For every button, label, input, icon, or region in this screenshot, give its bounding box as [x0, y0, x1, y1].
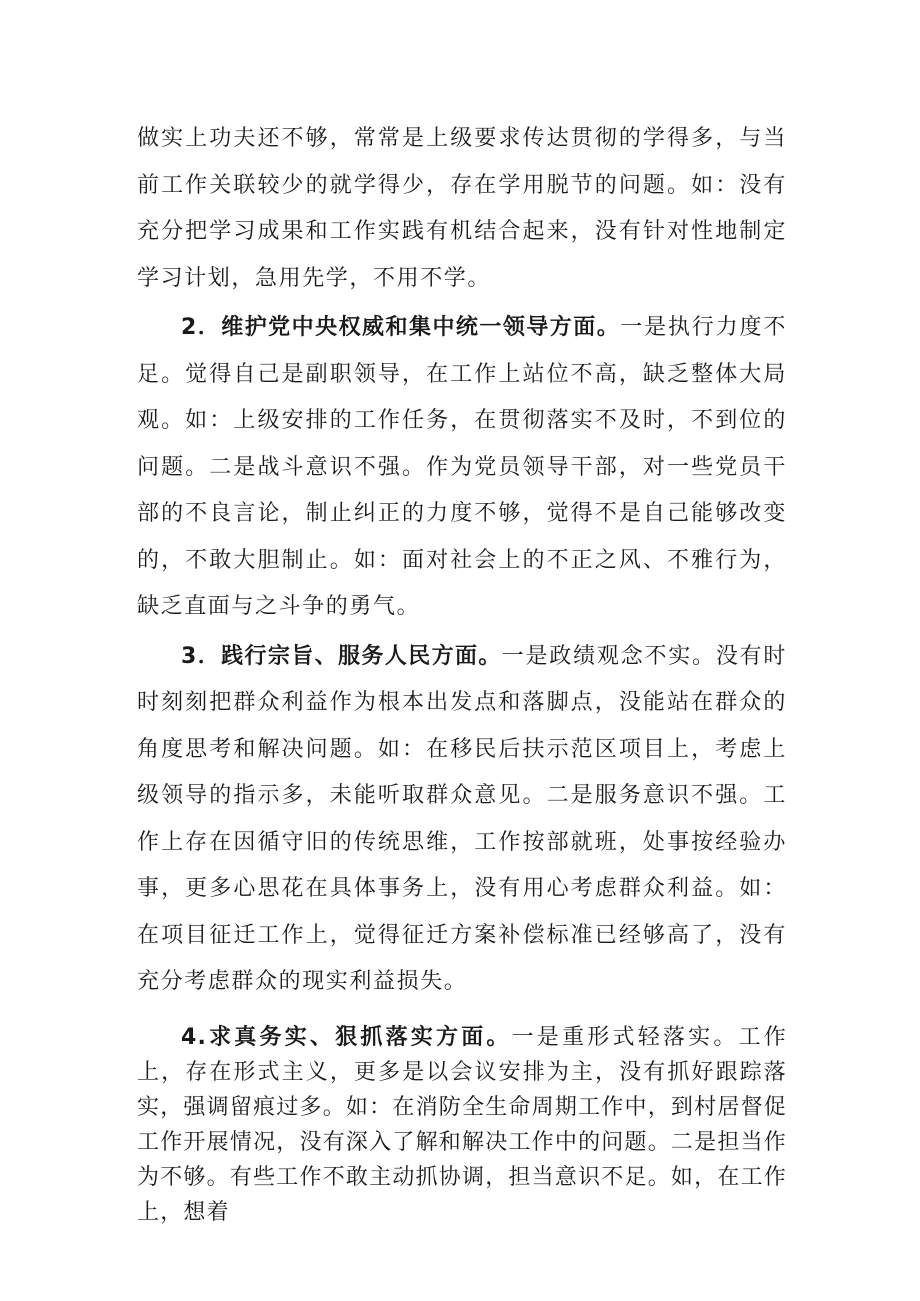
paragraph-1	[137, 116, 787, 302]
paragraph-2	[137, 305, 787, 631]
paragraph-3-text: 一是政绩观念不实。没有时时刻刻把群众利益作为根本出发点和落脚点，没能站在群众的角度思考和解决问题。如：在移民后扶示范区项目上，考虑上级领导的指示多，未能听取群众意见。二是服务意识不强。工作上存在因循守旧的传统思维，工作按部就班，处事按经验办事，更多心思花在具体事务上，没有用心考虑群众利益。如：在项目征迁工作上，觉得征迁方案补偿标准已经够高了，没有充分考虑群众的现实利益损失。	[137, 643, 787, 994]
paragraph-3	[137, 634, 787, 1006]
paragraph-2-heading: 2．维护党中央权威和集中统一领导方面。	[181, 315, 621, 340]
paragraph-4	[137, 1020, 787, 1230]
paragraph-3-heading: 3．践行宗旨、服务人民方面。	[181, 643, 502, 669]
paragraph-4-heading: 4.求真务实、狠抓落实方面。	[181, 1024, 512, 1050]
document-page	[137, 116, 787, 1230]
paragraph-1-text: 做实上功夫还不够，常常是上级要求传达贯彻的学得多，与当前工作关联较少的就学得少，存在学用脱节的问题。如：没有充分把学习成果和工作实践有机结合起来，没有针对性地制定学习计划，急用先学，不用不学。	[137, 126, 787, 291]
paragraph-4-text: 一是重形式轻落实。工作上，存在形式主义，更多是以会议安排为主，没有抓好跟踪落实，强调留痕过多。如：在消防全生命周期工作中，到村居督促工作开展情况，没有深入了解和解决工作中的问题。二是担当作为不够。有些工作不敢主动抓协调，担当意识不足。如，在工作上，想着	[137, 1024, 787, 1225]
paragraph-2-text: 一是执行力度不足。觉得自己是副职领导，在工作上站位不高，缺乏整体大局观。如：上级安排的工作任务，在贯彻落实不及时，不到位的问题。二是战斗意识不强。作为党员领导干部，对一些党员干部的不良言论，制止纠正的力度不够，觉得不是自己能够改变的，不敢大胆制止。如：面对社会上的不正之风、不雅行为，缺乏直面与之斗争的勇气。	[137, 315, 788, 619]
